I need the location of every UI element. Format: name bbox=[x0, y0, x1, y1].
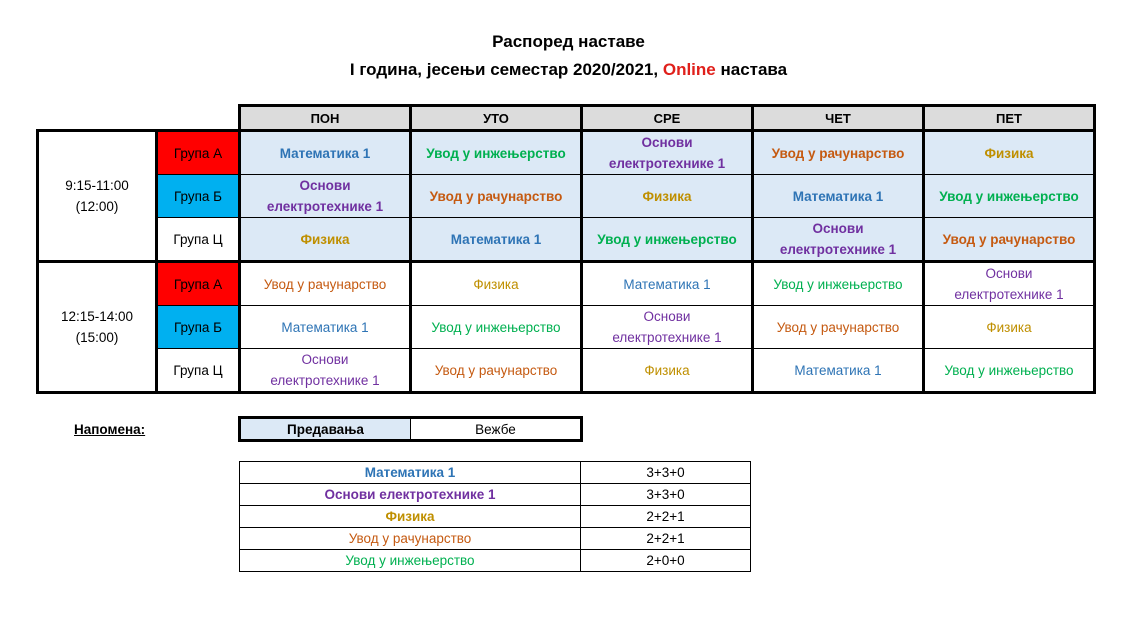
subject-name: Увод у инжењерство bbox=[240, 550, 581, 572]
schedule-cell: Увод у рачунарство bbox=[240, 262, 411, 306]
subject-hours: 2+2+1 bbox=[581, 528, 751, 550]
schedule-cell: Математика 1 bbox=[753, 175, 924, 218]
cell-text: Основи електротехнике 1 bbox=[612, 309, 722, 345]
schedule-cell: Увод у рачунарство bbox=[411, 349, 582, 393]
schedule-row bbox=[38, 306, 1095, 349]
subject-hours: 3+3+0 bbox=[581, 462, 751, 484]
schedule-cell: Увод у инжењерство bbox=[411, 306, 582, 349]
cell-text: Основи електротехнике 1 bbox=[954, 266, 1064, 302]
day-header: УТО bbox=[411, 106, 582, 131]
day-header-row bbox=[38, 106, 1095, 131]
schedule-row bbox=[38, 349, 1095, 393]
schedule-cell: Математика 1 bbox=[240, 306, 411, 349]
note-label: Напомена: bbox=[74, 422, 146, 437]
schedule-cell bbox=[582, 131, 753, 175]
schedule-cell: Математика 1 bbox=[753, 349, 924, 393]
schedule-cell bbox=[753, 218, 924, 262]
day-header: ПЕТ bbox=[924, 106, 1095, 131]
legend-row bbox=[240, 418, 582, 441]
cell-text: Основи електротехнике 1 bbox=[266, 178, 384, 214]
schedule-cell: Физика bbox=[411, 262, 582, 306]
time-alt: (12:00) bbox=[75, 199, 119, 214]
time-slot bbox=[38, 131, 157, 262]
schedule-cell: Увод у инжењерство bbox=[924, 349, 1095, 393]
subject-row bbox=[240, 462, 751, 484]
group-label: Група Б bbox=[157, 175, 240, 218]
day-header: ПОН bbox=[240, 106, 411, 131]
legend-exercises: Вежбе bbox=[411, 418, 582, 441]
schedule-cell: Увод у инжењерство bbox=[753, 262, 924, 306]
subject-hours: 3+3+0 bbox=[581, 484, 751, 506]
schedule-cell bbox=[240, 349, 411, 393]
subject-name: Увод у рачунарство bbox=[240, 528, 581, 550]
subject-hours-table bbox=[239, 461, 751, 572]
time-slot bbox=[38, 262, 157, 393]
schedule-cell: Математика 1 bbox=[240, 131, 411, 175]
time-range: 12:15-14:00 bbox=[60, 309, 134, 324]
subject-row bbox=[240, 506, 751, 528]
schedule-cell bbox=[240, 175, 411, 218]
schedule-cell: Физика bbox=[582, 349, 753, 393]
subtitle-suffix: настава bbox=[715, 60, 788, 79]
subject-hours: 2+2+1 bbox=[581, 506, 751, 528]
subject-name: Математика 1 bbox=[240, 462, 581, 484]
schedule-cell bbox=[582, 306, 753, 349]
page-subtitle bbox=[0, 60, 1137, 80]
cell-text: Основи електротехнике 1 bbox=[779, 221, 897, 257]
group-label: Група Б bbox=[157, 306, 240, 349]
header-spacer bbox=[38, 106, 240, 131]
schedule-cell: Увод у инжењерство bbox=[411, 131, 582, 175]
subtitle-online: Online bbox=[662, 60, 716, 79]
subject-row bbox=[240, 550, 751, 572]
subject-row bbox=[240, 528, 751, 550]
group-label: Група Ц bbox=[157, 218, 240, 262]
schedule-row bbox=[38, 218, 1095, 262]
time-range: 9:15-11:00 bbox=[65, 178, 129, 193]
group-label: Група А bbox=[157, 262, 240, 306]
schedule-cell: Физика bbox=[582, 175, 753, 218]
cell-text: Основи електротехнике 1 bbox=[608, 135, 726, 171]
schedule-cell: Математика 1 bbox=[411, 218, 582, 262]
schedule-cell: Увод у рачунарство bbox=[924, 218, 1095, 262]
subtitle-prefix: I година, јесењи семестар 2020/2021, bbox=[349, 60, 663, 79]
schedule-cell: Физика bbox=[240, 218, 411, 262]
subject-name: Физика bbox=[240, 506, 581, 528]
schedule-cell: Физика bbox=[924, 131, 1095, 175]
schedule-cell: Увод у рачунарство bbox=[411, 175, 582, 218]
group-label: Група А bbox=[157, 131, 240, 175]
day-header: ЧЕТ bbox=[753, 106, 924, 131]
schedule-cell: Увод у инжењерство bbox=[924, 175, 1095, 218]
legend-table bbox=[238, 416, 583, 442]
subject-name: Основи електротехнике 1 bbox=[240, 484, 581, 506]
schedule-cell: Увод у рачунарство bbox=[753, 306, 924, 349]
schedule-cell: Увод у инжењерство bbox=[582, 218, 753, 262]
schedule-row bbox=[38, 175, 1095, 218]
schedule-row bbox=[38, 262, 1095, 306]
schedule-cell bbox=[924, 262, 1095, 306]
page-title: Распоред наставе bbox=[492, 32, 645, 51]
time-alt: (15:00) bbox=[75, 330, 119, 345]
schedule-table bbox=[36, 104, 1096, 394]
day-header: СРЕ bbox=[582, 106, 753, 131]
schedule-cell: Физика bbox=[924, 306, 1095, 349]
schedule-cell: Математика 1 bbox=[582, 262, 753, 306]
subject-row bbox=[240, 484, 751, 506]
legend-lectures: Предавања bbox=[240, 418, 411, 441]
schedule-cell: Увод у рачунарство bbox=[753, 131, 924, 175]
schedule-row bbox=[38, 131, 1095, 175]
cell-text: Основи електротехнике 1 bbox=[270, 352, 380, 388]
group-label: Група Ц bbox=[157, 349, 240, 393]
subject-hours: 2+0+0 bbox=[581, 550, 751, 572]
